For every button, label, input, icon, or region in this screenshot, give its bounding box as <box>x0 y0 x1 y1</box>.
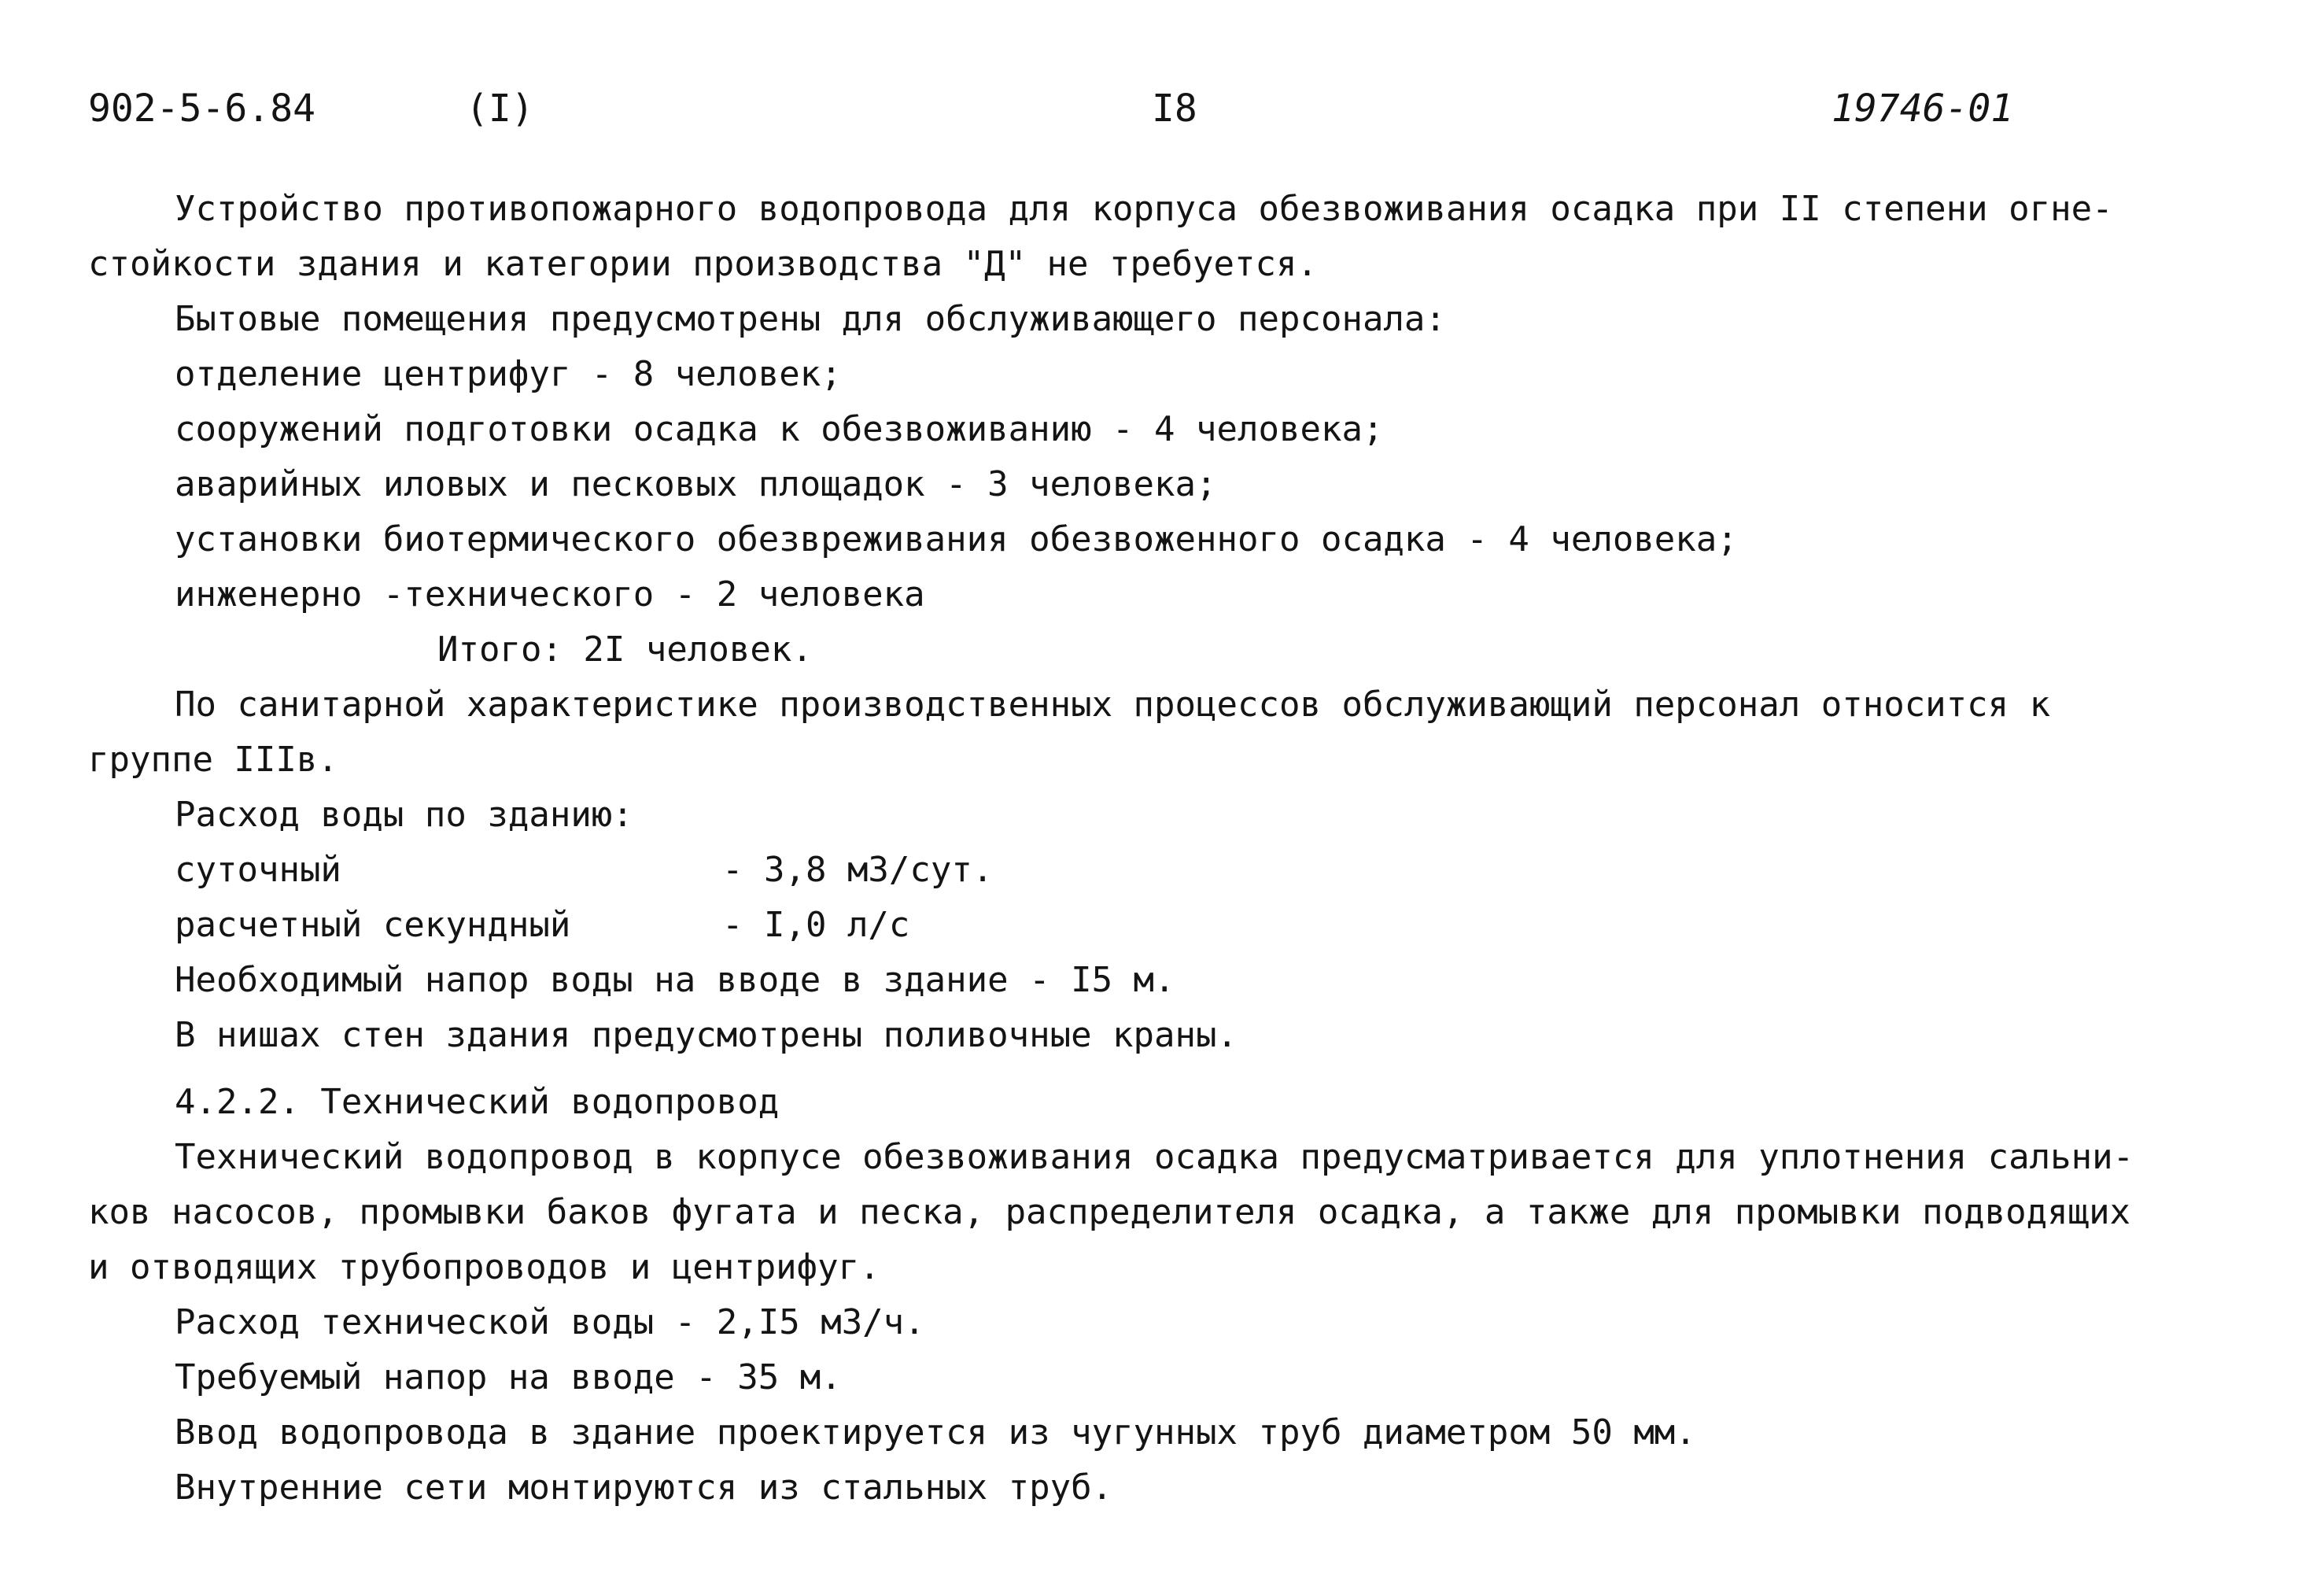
water-daily-value: - 3,8 м3/сут. <box>722 850 994 890</box>
sanitary-line-1: По санитарной характеристике производственных процессов обслуживающий персонал относится к <box>175 685 2051 725</box>
tech-water-line-3: и отводящих трубопроводов и центрифуг. <box>88 1247 880 1287</box>
tech-water-flow: Расход технической воды - 2,I5 м3/ч. <box>175 1302 925 1342</box>
part-number: (I) <box>466 87 534 131</box>
tech-water-line-1: Технический водопровод в корпусе обезвоживания осадка предусматривается для уплотнения сальни- <box>175 1137 2134 1177</box>
section-heading: 4.2.2. Технический водопровод <box>175 1082 780 1122</box>
staff-item: инженерно -технического - 2 человека <box>175 574 925 615</box>
tech-water-internal: Внутренние сети монтируются из стальных труб. <box>175 1467 1113 1508</box>
watering-taps: В нишах стен здания предусмотрены поливочные краны. <box>175 1015 1238 1055</box>
document-code: 902-5-6.84 <box>88 87 315 131</box>
required-pressure: Необходимый напор воды на вводе в здание - I5 м. <box>175 960 1175 1000</box>
paragraph-fire-water-line-2: стойкости здания и категории производства "Д" не требуется. <box>88 244 1318 284</box>
staff-item: аварийных иловых и песковых площадок - 3 человека; <box>175 464 1217 504</box>
paragraph-fire-water-line-1: Устройство противопожарного водопровода для корпуса обезвоживания осадка при II степени огне- <box>175 189 2113 229</box>
staff-intro: Бытовые помещения предусмотрены для обслуживающего персонала: <box>175 299 1446 339</box>
staff-item: сооружений подготовки осадка к обезвоживанию - 4 человека; <box>175 409 1384 449</box>
water-second-value: - I,0 л/с <box>722 905 910 945</box>
tech-water-line-2: ков насосов, промывки баков фугата и песка, распределителя осадка, а также для промывки подводящих <box>88 1192 2131 1232</box>
sanitary-line-2: группе IIIв. <box>88 740 338 780</box>
tech-water-pressure: Требуемый напор на вводе - 35 м. <box>175 1357 842 1397</box>
staff-total: Итого: 2I человек. <box>437 629 813 670</box>
water-second-label: расчетный секундный <box>175 905 571 945</box>
water-daily-label: суточный <box>175 850 341 890</box>
inventory-number: 19746-01 <box>1832 87 2014 131</box>
page-number: I8 <box>1152 87 1197 131</box>
staff-item: установки биотермического обезвреживания обезвоженного осадка - 4 человека; <box>175 519 1738 559</box>
tech-water-inlet: Ввод водопровода в здание проектируется из чугунных труб диаметром 50 мм. <box>175 1412 1696 1453</box>
water-consumption-intro: Расход воды по зданию: <box>175 795 633 835</box>
staff-item: отделение центрифуг - 8 человек; <box>175 354 842 394</box>
